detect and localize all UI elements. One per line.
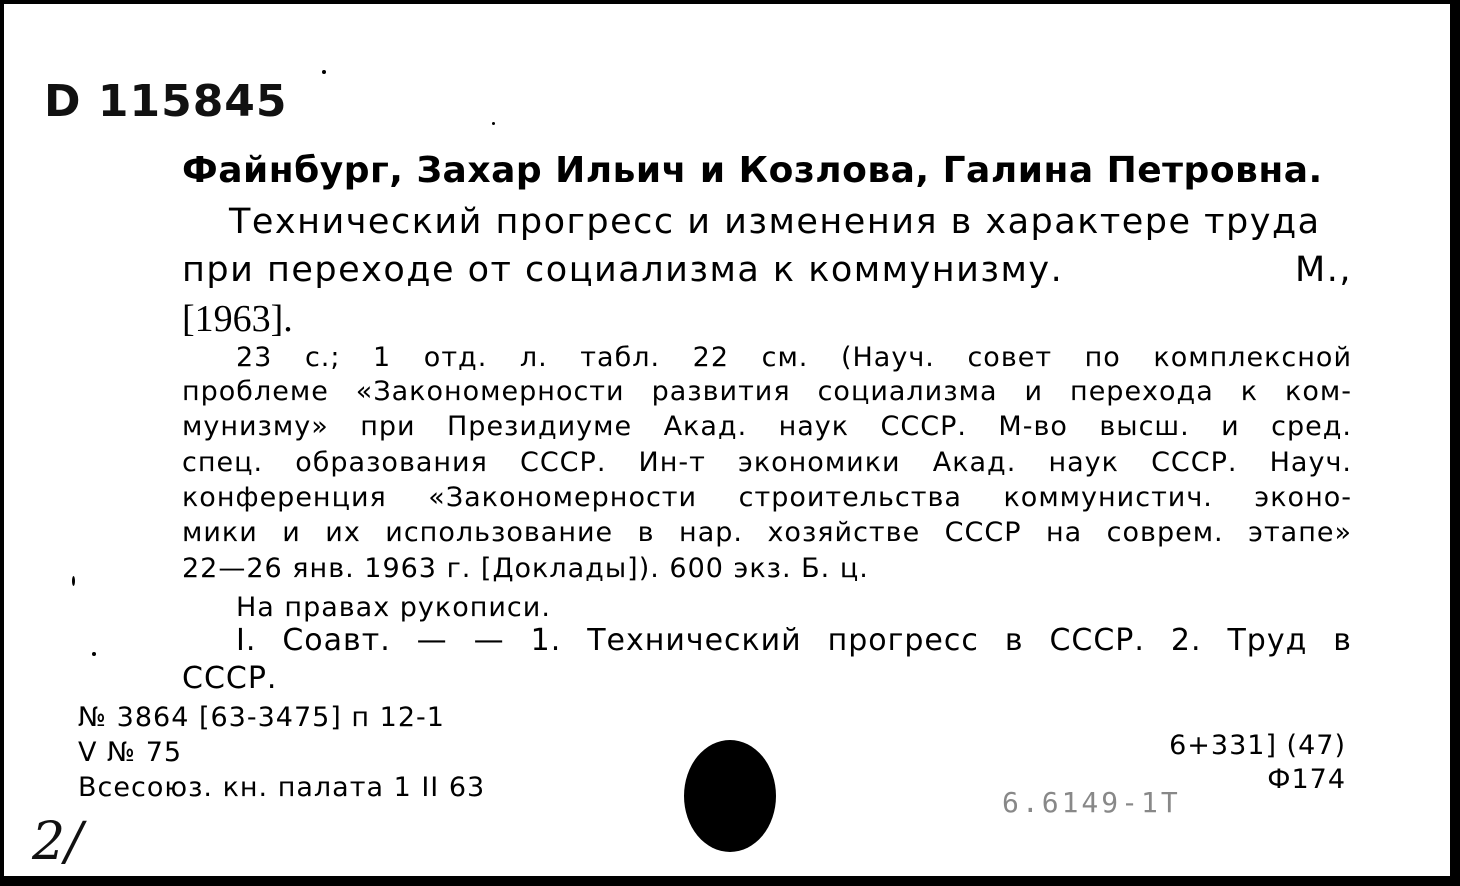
body-line-9: I. Соавт. — — 1. Технический прогресс в СССР. 2. Труд в: [236, 623, 1352, 658]
body-line-4: спец. образования СССР. Ин-т экономики Акад. наук СССР. Науч.: [182, 447, 1352, 478]
meta-right-1: 6+331] (47): [1169, 730, 1346, 761]
body-line-3: мунизму» при Президиуме Акад. наук СССР. М-во высш. и сред.: [182, 411, 1352, 442]
punch-hole: [684, 740, 776, 852]
title-year: [1963].: [182, 298, 293, 340]
body-line-2: проблеме «Закономерности развития социализма и перехода к ком-: [182, 376, 1352, 407]
author-line: Файнбург, Захар Ильич и Козлова, Галина Петровна.: [182, 150, 1323, 191]
ink-speck: [322, 70, 326, 74]
body-line-8: На правах рукописи.: [236, 592, 551, 623]
ink-speck: [72, 576, 75, 586]
body-line-5: конференция «Закономерности строительства коммунистич. эконо-: [182, 482, 1352, 513]
meta-right-2: Ф174: [1267, 764, 1346, 795]
body-line-1: 23 с.; 1 отд. л. табл. 22 см. (Науч. совет по комплексной: [236, 342, 1352, 373]
body-line-7: 22—26 янв. 1963 г. [Доклады]). 600 экз. Б. ц.: [182, 553, 869, 584]
meta-left-3: Всесоюз. кн. палата 1 II 63: [78, 772, 486, 803]
ink-speck: [92, 652, 96, 656]
stamp-number: 6.6149-1Т: [1002, 786, 1181, 819]
call-number: D 115845: [44, 76, 288, 127]
title-line-1: Технический прогресс и изменения в характере труда: [229, 202, 1321, 242]
title-line-2-row: [182, 250, 1352, 290]
body-line-6: мики и их использование в нар. хозяйстве СССР на соврем. этапе»: [182, 517, 1352, 548]
ink-speck: [492, 122, 495, 125]
meta-left-2: V № 75: [78, 737, 183, 768]
title-place: М.,: [1295, 250, 1352, 290]
corner-handwritten-mark: 2/: [32, 812, 83, 872]
meta-left-1: № 3864 [63-3475] п 12-1: [78, 702, 445, 733]
body-line-10: СССР.: [182, 661, 278, 696]
title-line-2: при переходе от социализма к коммунизму.: [182, 250, 1064, 290]
